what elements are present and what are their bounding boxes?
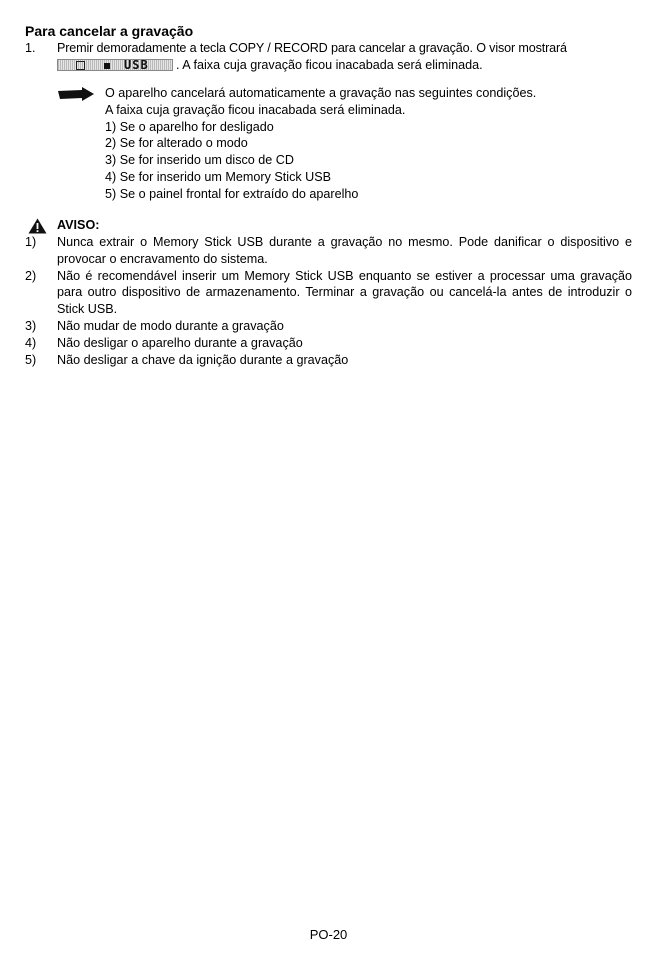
step-1-line-1: Premir demoradamente a tecla COPY / RECORD para cancelar a gravação. O visor mostrará [57,41,567,55]
lcd-usb-text: USB [124,58,149,73]
warning-item-number: 1) [25,235,37,249]
warning-item-number: 5) [25,352,37,367]
record-square-icon [104,63,110,69]
warning-section [25,217,632,368]
page-number: PO-20 [309,927,348,942]
warning-item-text: Não desligar o aparelho durante a gravação [57,335,303,350]
step-number: 1. [25,41,36,55]
note-block [58,85,638,203]
condition-item: 2) Se for alterado o modo [105,136,248,151]
condition-item: 4) Se for inserido um Memory Stick USB [105,169,332,184]
note-line-1: O aparelho cancelará automaticamente a gravação nas seguintes condições. [105,86,537,100]
warning-item-number: 2) [25,268,37,283]
right-arrow-icon [58,87,94,101]
warning-header [25,217,632,234]
step-1 [25,40,635,74]
warning-item [25,318,632,335]
section-heading: Para cancelar a gravação [25,23,194,39]
warning-item [25,352,632,369]
warning-item [25,268,632,318]
warning-item-text: Não desligar a chave da ignição durante a gravação [57,352,349,367]
note-line-2: A faixa cuja gravação ficou inacabada será eliminada. [105,102,406,117]
warning-item-text: Não mudar de modo durante a gravação [57,318,284,333]
step-1-line-2-text: . A faixa cuja gravação ficou inacabada será eliminada. [176,57,483,72]
condition-item: 3) Se for inserido um disco de CD [105,153,294,168]
warning-item-text: Não é recomendável inserir um Memory Stick USB enquanto se estiver a processar uma gravação para outro dispositivo de armazenamento. Terminar a gravação ou cancelá-la antes de introduzir o Stick USB. [57,268,632,317]
warning-triangle-icon [28,218,47,234]
warning-item [25,335,632,352]
disc-icon [76,61,85,70]
condition-item: 1) Se o aparelho for desligado [105,119,274,134]
warning-item [25,234,632,268]
step-1-line-2 [57,57,635,74]
condition-item: 5) Se o painel frontal for extraído do aparelho [105,186,359,201]
warning-title: AVISO: [57,218,100,233]
warning-item-number: 3) [25,318,37,333]
lcd-display-image [57,59,173,71]
warning-item-number: 4) [25,335,37,350]
note-body [105,85,638,203]
warning-item-text: Nunca extrair o Memory Stick USB durante a gravação no mesmo. Pode danificar o dispositivo e provocar o encravamento do sistema. [57,235,632,266]
